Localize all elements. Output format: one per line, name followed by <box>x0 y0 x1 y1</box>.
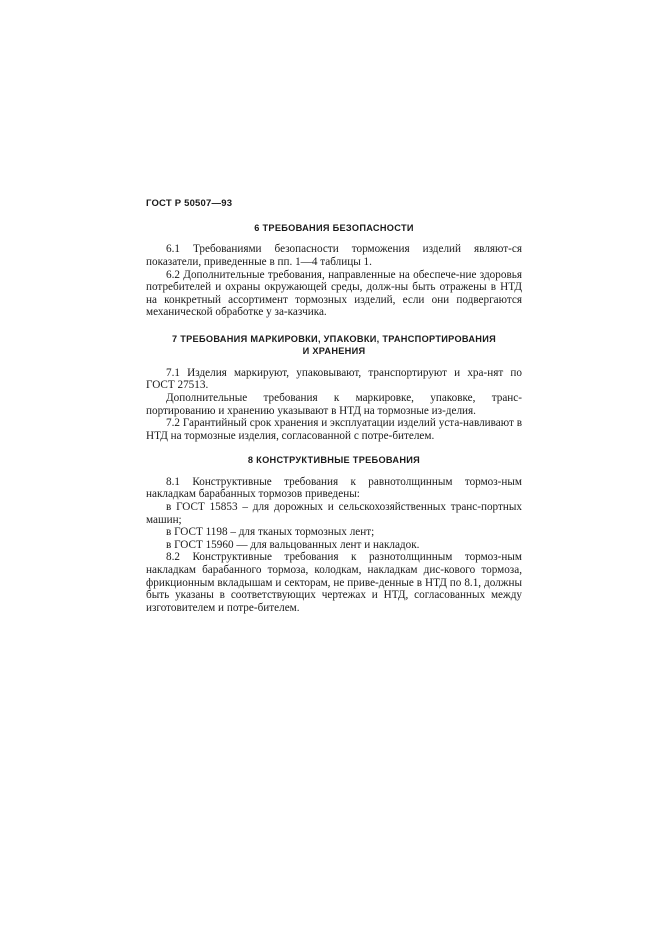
section-7-title-line2: И ХРАНЕНИЯ <box>302 346 366 357</box>
document-code: ГОСТ Р 50507—93 <box>146 198 233 209</box>
section-marking <box>146 333 522 442</box>
section-6-title: 6 ТРЕБОВАНИЯ БЕЗОПАСНОСТИ <box>254 223 414 233</box>
section-design <box>146 454 522 614</box>
paragraph-6-1: 6.1 Требованиями безопасности торможения изделий являют-ся показатели, приведенные в пп. 1—4 таблицы 1. <box>146 243 522 268</box>
paragraph-8-1: 8.1 Конструктивные требования к равнотолщинным тормоз-ным накладкам барабанных тормозов приведены: <box>146 475 522 501</box>
paragraph-6-2: 6.2 Дополнительные требования, направленные на обеспече-ние здоровья потребителей и охраны окружающей среды, долж-ны быть отражены в НТД на конкретный ассортимент тормозных изделий, если они подвергаются механической обработке у за-казчика. <box>146 268 522 319</box>
section-8-title: 8 КОНСТРУКТИВНЫЕ ТРЕБОВАНИЯ <box>247 455 421 466</box>
section-7-title <box>146 333 522 358</box>
list-item-gost-15960: в ГОСТ 15960 — для вальцованных лент и накладок. <box>166 538 420 551</box>
section-safety <box>146 222 522 319</box>
list-item-gost-15853: в ГОСТ 15853 – для дорожных и сельскохозяйственных транс-портных машин; <box>146 500 522 526</box>
document-body <box>146 222 522 614</box>
paragraph-8-2: 8.2 Конструктивные требования к разнотолщинным тормоз-ным накладкам барабанного тормоза, колодкам, накладкам дис-кового тормоза, фрикционным вкладышам и секторам, не приве-денные в НТД по 8.1, должны быть указаны в соответствующих чертежах и НТД, согласованных между изготовителем и потре-бителем. <box>146 551 522 614</box>
list-item-gost-1198: в ГОСТ 1198 – для тканых тормозных лент; <box>166 526 375 539</box>
paragraph-7-1-additional: Дополнительные требования к маркировке, упаковке, транс-портированию и хранению указывают в НТД на тормозные из-делия. <box>146 391 522 417</box>
section-7-title-line1: 7 ТРЕБОВАНИЯ МАРКИРОВКИ, УПАКОВКИ, ТРАНСПОРТИРОВАНИЯ <box>171 333 497 344</box>
paragraph-7-1: 7.1 Изделия маркируют, упаковывают, транспортируют и хра-нят по ГОСТ 27513. <box>146 366 522 392</box>
paragraph-7-2: 7.2 Гарантийный срок хранения и эксплуатации изделий уста-навливают в НТД на тормозные изделия, согласованной с потре-бителем. <box>146 417 522 442</box>
